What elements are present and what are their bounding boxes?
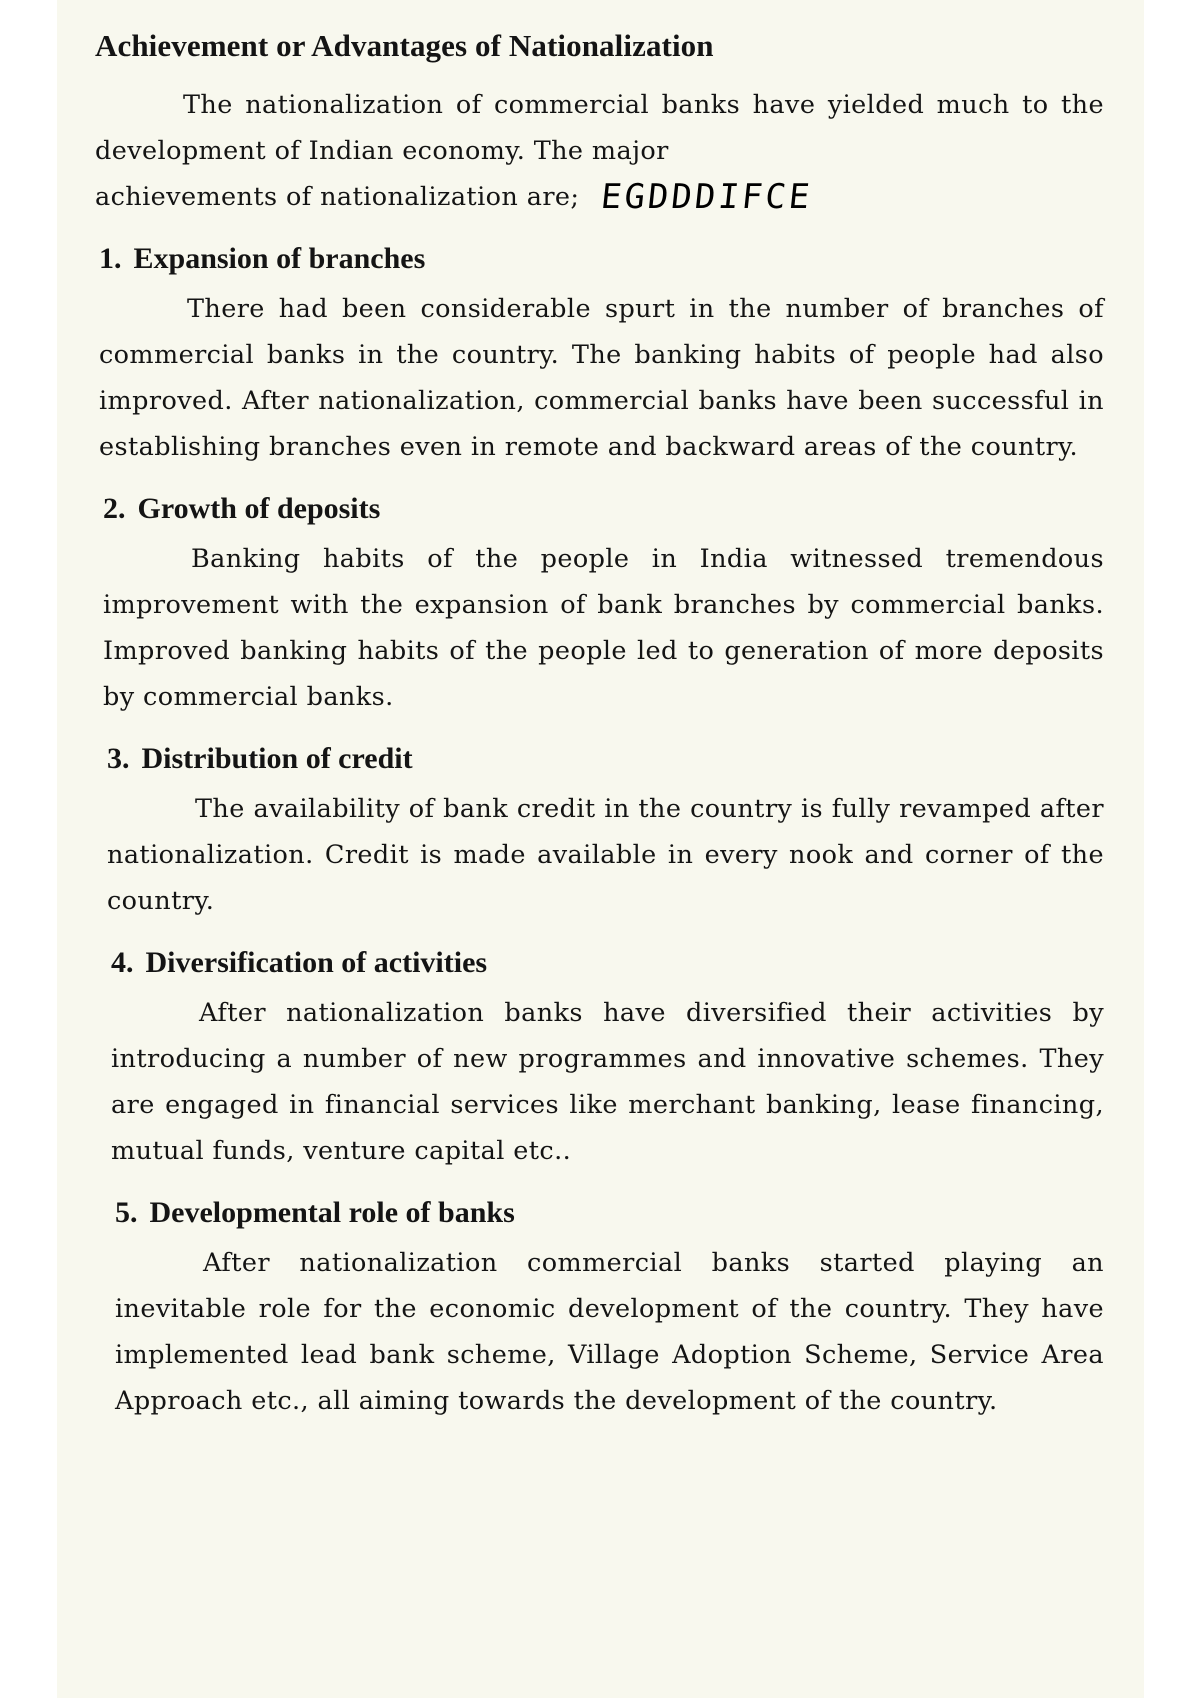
- section-heading: [115, 1196, 1104, 1230]
- section-heading: [99, 242, 1104, 276]
- document-page: [57, 0, 1144, 1698]
- section-heading: [111, 946, 1104, 980]
- section-number: 2.: [103, 492, 126, 525]
- section-title: Growth of deposits: [137, 492, 381, 525]
- handwritten-annotation: EGDDDIFCE: [599, 177, 815, 217]
- section-diversification-of-activities: [95, 946, 1104, 1174]
- section-expansion-of-branches: [95, 242, 1104, 470]
- section-number: 5.: [115, 1196, 138, 1229]
- intro-paragraph: [95, 82, 1104, 174]
- section-body: There had been considerable spurt in the number of branches of commercial banks in the country. The banking habits of people had also improved. After nationalization, commercial banks have been successful in establishing branches even in remote and backward areas of the country.: [99, 294, 1104, 462]
- section-title: Diversification of activities: [145, 946, 488, 979]
- section-title: Expansion of branches: [133, 242, 426, 275]
- section-number: 3.: [107, 742, 130, 775]
- section-body: After nationalization commercial banks started playing an inevitable role for the economic development of the country. They have implemented lead bank scheme, Village Adoption Scheme, Service Area Approach etc., all aiming towards the development of the country.: [115, 1248, 1104, 1416]
- section-heading: [107, 742, 1104, 776]
- section-developmental-role-of-banks: [95, 1196, 1104, 1424]
- section-body: After nationalization banks have diversified their activities by introducing a number of new programmes and innovative schemes. They are engaged in financial services like merchant banking, lease financing, mutual funds, venture capital etc..: [111, 998, 1104, 1166]
- section-number: 1.: [99, 242, 122, 275]
- section-growth-of-deposits: [95, 492, 1104, 720]
- section-distribution-of-credit: [95, 742, 1104, 924]
- section-title: Developmental role of banks: [149, 1196, 515, 1229]
- intro-last-line-text: achievements of nationalization are;: [95, 182, 580, 212]
- section-heading: [103, 492, 1104, 526]
- section-title: Distribution of credit: [141, 742, 413, 775]
- intro-text: The nationalization of commercial banks have yielded much to the development of Indian economy. The major: [95, 90, 1104, 166]
- section-number: 4.: [111, 946, 134, 979]
- intro-last-line: [95, 174, 1104, 220]
- section-body: The availability of bank credit in the country is fully revamped after nationalization. Credit is made available in every nook and corner of the country.: [107, 794, 1104, 916]
- page-title: Achievement or Advantages of Nationalization: [95, 28, 714, 63]
- section-body: Banking habits of the people in India witnessed tremendous improvement with the expansion of bank branches by commercial banks. Improved banking habits of the people led to generation of more deposits by commercial banks.: [103, 544, 1104, 712]
